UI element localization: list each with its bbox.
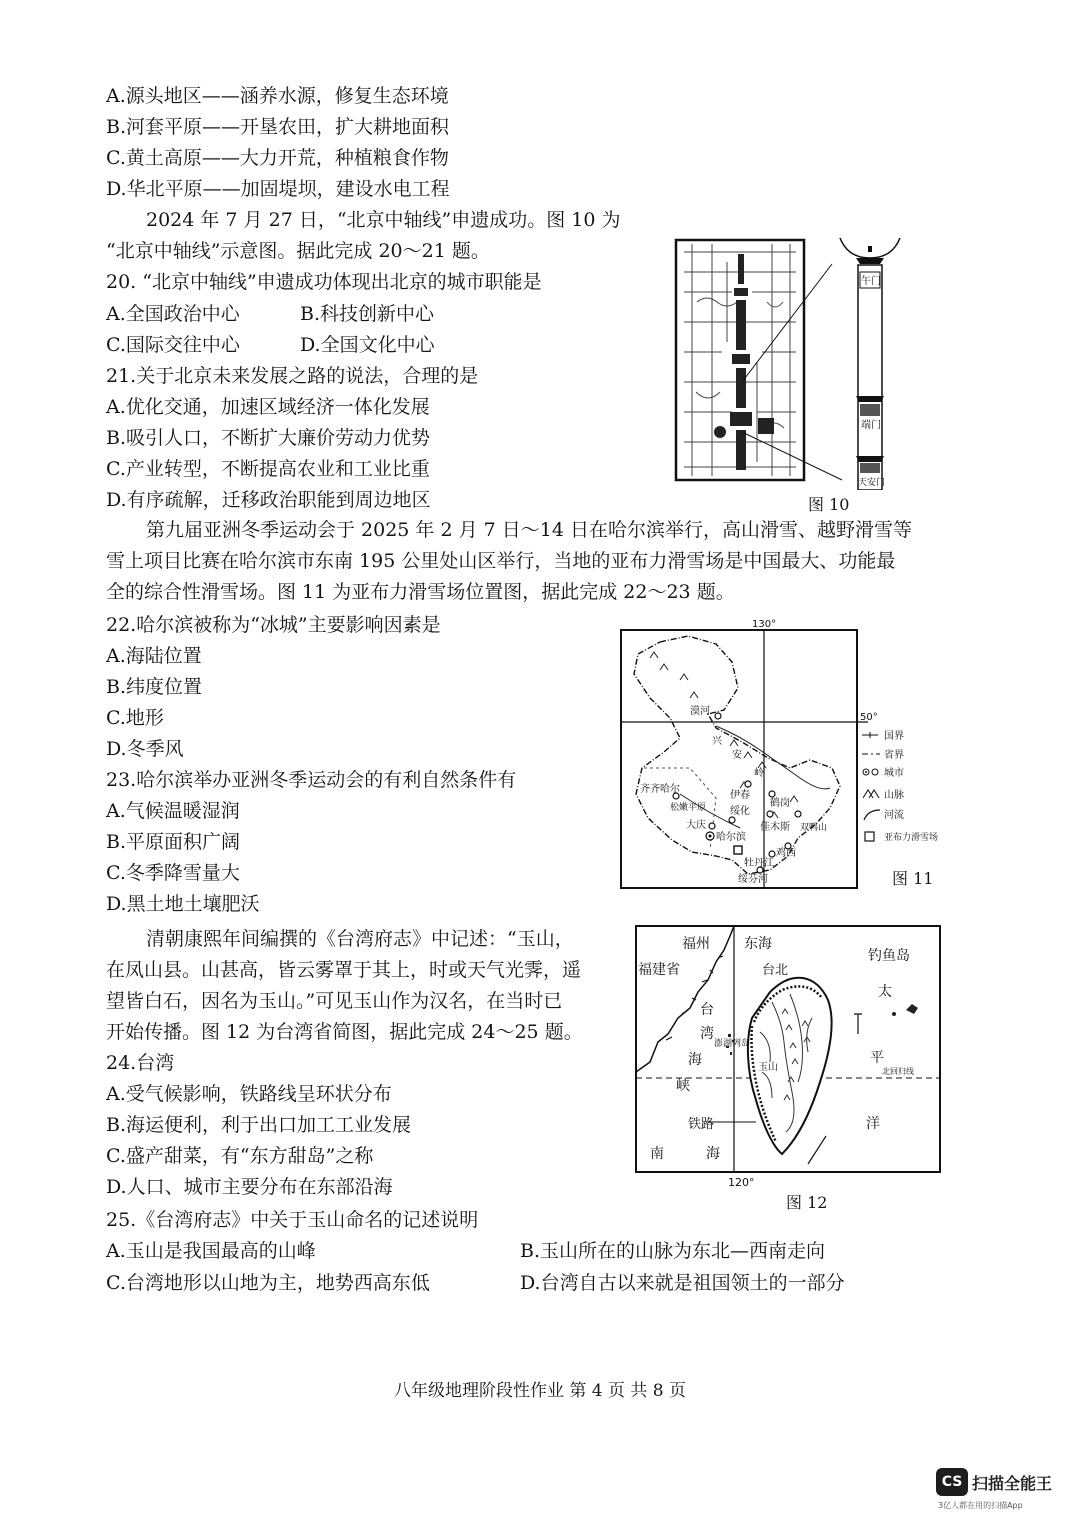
q19-option-d: D.华北平原——加固堤坝，建设水电工程 [106,178,450,200]
label-lon-120: 120° [728,1176,755,1189]
intro-20-21-line1: 2024 年 7 月 27 日，“北京中轴线”申遗成功。图 10 为 [146,209,621,231]
q23-stem: 23.哈尔滨举办亚洲冬季运动会的有利自然条件有 [106,769,517,791]
label-yang: 洋 [866,1116,880,1132]
place-yichun: 伊春 [730,790,750,801]
label-tai-pacific: 太 [878,984,892,1000]
q22-option-c: C.地形 [106,707,164,729]
place-ling: 岭 [754,768,764,779]
q22-option-a: A.海陆位置 [106,645,202,667]
place-suifenhe: 绥芬河 [738,874,768,885]
q25-option-b: B.玉山所在的山脉为东北—西南走向 [520,1240,826,1262]
label-xia: 峡 [676,1078,690,1094]
label-donghai: 东海 [744,936,772,952]
place-shuangyashan: 双鸭山 [800,823,828,833]
q21-stem: 21.关于北京未来发展之路的说法，合理的是 [106,365,479,387]
q23-option-a: A.气候温暖湿润 [106,800,240,822]
q21-option-b: B.吸引人口，不断扩大廉价劳动力优势 [106,427,431,449]
label-tiananmen: 天安门 [858,478,886,488]
place-xing: 兴 [712,736,722,747]
legend-guojie: 国界 [884,731,904,742]
q22-option-d: D.冬季风 [106,738,184,760]
q24-option-a: A.受气候影响，铁路线呈环状分布 [106,1083,392,1105]
q25-stem: 25.《台湾府志》中关于玉山命名的记述说明 [106,1209,479,1231]
place-jiamusi: 佳木斯 [760,822,790,833]
label-fuzhou: 福州 [682,936,710,952]
q20-option-a: A.全国政治中心 [106,303,240,325]
place-harbin: 哈尔滨 [716,832,746,843]
camscanner-logo-icon: CS [936,1468,968,1496]
q24-option-c: C.盛产甜菜，有“东方甜岛”之称 [106,1145,374,1167]
q22-option-b: B.纬度位置 [106,676,203,698]
place-songnen: 松嫩平原 [670,803,707,813]
intro-22-23-line1: 第九届亚洲冬季运动会于 2025 年 2 月 7 日～14 日在哈尔滨举行，高山滑雪、越野滑雪等 [146,519,912,541]
q20-option-d: D.全国文化中心 [300,334,435,356]
figure-10 [672,232,924,490]
intro-24-25-line3: 望皆白石，因名为玉山。”可见玉山作为汉名，在当时已 [106,990,563,1012]
legend-shanmai: 山脉 [884,790,904,801]
label-wan: 湾 [700,1026,714,1042]
q20-option-c: C.国际交往中心 [106,334,240,356]
figure-11-caption: 图 11 [892,869,934,888]
label-fujian: 福建省 [638,962,680,978]
legend-heliu: 河流 [884,810,904,821]
q24-stem: 24.台湾 [106,1052,175,1074]
label-lon-130: 130° [752,619,777,630]
figure-12-caption: 图 12 [786,1193,828,1212]
label-tielu: 铁路 [688,1117,715,1132]
q23-option-c: C.冬季降雪量大 [106,862,240,884]
legend-shengjie: 省界 [884,750,904,761]
watermark-subtitle: 3亿人都在用的扫描App [938,1501,1023,1510]
label-hai: 海 [688,1052,702,1068]
label-duanmen: 端门 [861,420,881,431]
place-mohe: 漠河 [690,706,710,717]
q19-option-a: A.源头地区——涵养水源，修复生态环境 [106,85,449,107]
beijing-axis-map [672,232,924,490]
place-mudanjiang: 牡丹江 [744,858,774,869]
q21-option-a: A.优化交通，加速区域经济一体化发展 [106,396,430,418]
q25-option-d: D.台湾自古以来就是祖国领土的一部分 [520,1272,845,1294]
legend-chengshi: 城市 [884,768,904,779]
page-footer: 八年级地理阶段性作业 第 4 页 共 8 页 [393,1381,687,1401]
label-yushan: 玉山 [758,1062,778,1073]
label-tropic: 北回归线 [882,1067,914,1076]
intro-24-25-line4: 开始传播。图 12 为台湾省简图，据此完成 24～25 题。 [106,1021,583,1043]
intro-20-21-line2: “北京中轴线”示意图。据此完成 20～21 题。 [106,240,490,262]
q25-option-c: C.台湾地形以山地为主，地势西高东低 [106,1272,430,1294]
label-taibei: 台北 [762,963,789,978]
label-diaoyu: 钓鱼岛 [868,948,910,964]
place-suihua: 绥化 [730,806,750,817]
q19-option-b: B.河套平原——开垦农田，扩大耕地面积 [106,116,450,138]
q21-option-c: C.产业转型，不断提高农业和工业比重 [106,458,430,480]
intro-24-25-line2: 在凤山县。山甚高，皆云雾罩于其上，时或天气光霁，遥 [106,959,582,981]
legend-yabuli: 亚布力滑雪场 [884,833,939,843]
place-jixi: 鸡西 [776,848,796,859]
intro-22-23-line2: 雪上项目比赛在哈尔滨市东南 195 公里处山区举行，当地的亚布力滑雪场是中国最大、功能最 [106,550,896,572]
figure-11 [620,618,980,890]
intro-24-25-line1: 清朝康熙年间编撰的《台湾府志》中记述：“玉山， [146,928,574,950]
scanner-watermark [936,1468,1066,1512]
place-daqing: 大庆 [686,820,706,831]
figure-12 [632,922,944,1192]
label-nanhai: 海 [706,1146,720,1162]
q20-stem: 20. “北京中轴线”申遗成功体现出北京的城市职能是 [106,271,542,293]
place-hegang: 鹤岗 [770,798,790,809]
q22-stem: 22.哈尔滨被称为“冰城”主要影响因素是 [106,614,441,636]
intro-22-23-line3: 全的综合性滑雪场。图 11 为亚布力滑雪场位置图，据此完成 22～23 题。 [106,581,735,603]
q25-option-a: A.玉山是我国最高的山峰 [106,1240,316,1262]
heilongjiang-map [620,618,980,890]
label-wumen: 午门 [861,276,881,287]
label-ping: 平 [870,1050,884,1066]
place-qiqihar: 齐齐哈尔 [640,784,680,795]
label-lat-50: 50° [860,712,878,723]
label-nan: 南 [650,1146,664,1162]
q20-option-b: B.科技创新中心 [300,303,435,325]
q24-option-b: B.海运便利，利于出口加工工业发展 [106,1114,412,1136]
q23-option-b: B.平原面积广阔 [106,831,241,853]
q21-option-d: D.有序疏解，迁移政治职能到周边地区 [106,489,431,511]
taiwan-map [632,922,944,1192]
watermark-name: 扫描全能王 [972,1474,1053,1493]
q24-option-d: D.人口、城市主要分布在东部沿海 [106,1176,393,1198]
figure-10-caption: 图 10 [808,495,850,514]
label-tai-strait: 台 [700,1002,714,1018]
label-penghu: 澎湖列岛 [714,1039,751,1049]
q23-option-d: D.黑土地土壤肥沃 [106,893,260,915]
place-an: 安 [732,750,742,761]
q19-option-c: C.黄土高原——大力开荒，种植粮食作物 [106,147,449,169]
